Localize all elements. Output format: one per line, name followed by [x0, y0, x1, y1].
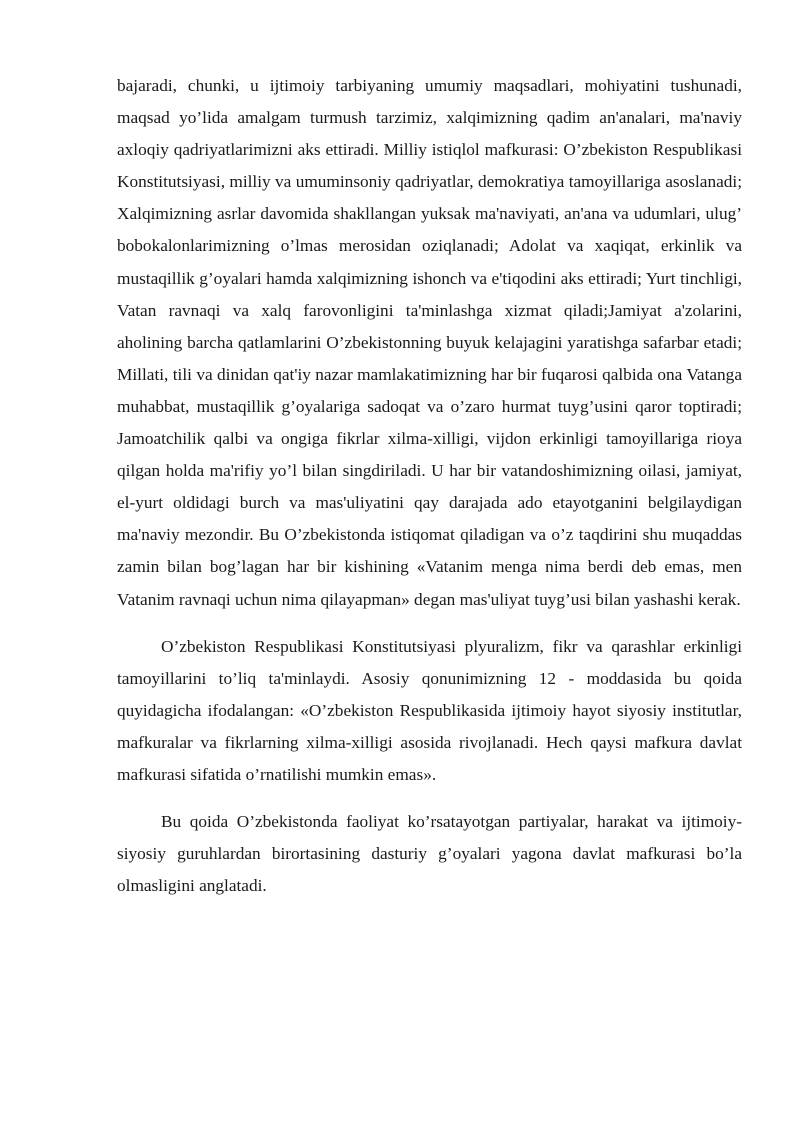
paragraph-constitution: O’zbekiston Respublikasi Konstitutsiyasi plyuralizm, fikr va qarashlar erkinligi tamoyillarini to’liq ta'minlaydi. Asosiy qonunimizning 12 - moddasida bu qoida quyidagicha ifodalangan: «O’zbekiston Respublikasida ijtimoiy hayot siyosiy institutlar, mafkuralar va fikrlarning xilma-xilligi asosida rivojlanadi. Hech qaysi mafkura davlat mafkurasi sifatida o’rnatilishi mumkin emas».	[117, 636, 742, 784]
paragraph-continuation: bajaradi, chunki, u ijtimoiy tarbiyaning umumiy maqsadlari, mohiyatini tushunadi, maqsad yo’lida amalgam turmush tarzimiz, xalqimizning qadim an'analari, ma'naviy axloqiy qadriyatlarimizni aks ettiradi. Milliy istiqlol mafkurasi: O’zbekiston Respublikasi Konstitutsiyasi, milliy va umuminsoniy qadriyatlar, demokratiya tamoyillariga asoslanadi; Xalqimizning asrlar davomida shakllangan yuksak ma'naviyati, an'ana va udumlari, ulug’ bobokalonlarimizning o’lmas merosidan oziqlanadi; Adolat va xaqiqat, erkinlik va mustaqillik g’oyalari hamda xalqimizning ishonch va e'tiqodini aks ettiradi; Yurt tinchligi, Vatan ravnaqi va xalq farovonligini ta'minlashga xizmat qiladi;Jamiyat a'zolarini, aholining barcha qatlamlarini O’zbekistonning buyuk kelajagini yaratishga safarbar etadi; Millati, tili va dinidan qat'iy nazar mamlakatimizning har bir fuqarosi qalbida ona Vatanga muhabbat, mustaqillik g’oyalariga sadoqat va o’zaro hurmat tuyg’usini qaror toptiradi; Jamoatchilik qalbi va ongiga fikrlar xilma-xilligi, vijdon erkinligi tamoyillariga rioya qilgan holda ma'rifiy yo’l bilan singdiriladi. U har bir vatandoshimizning oilasi, jamiyat, el-yurt oldidagi burch va mas'uliyatini qay darajada ado etayotganini belgilaydigan ma'naviy mezondir. Bu O’zbekistonda istiqomat qiladigan va o’z taqdirini shu muqaddas zamin bilan bog’lagan har bir kishining «Vatanim menga nima berdi deb emas, men Vatanim ravnaqi uchun nima qilayapman» degan mas'uliyat tuyg’usi bilan yashashi kerak.	[117, 76, 742, 609]
document-page	[117, 70, 742, 902]
paragraph-rule-meaning: Bu qoida O’zbekistonda faoliyat ko’rsatayotgan partiyalar, harakat va ijtimoiy-siyosiy guruhlardan birortasining dasturiy g’oyalari yagona davlat mafkurasi bo’la olmasligini anglatadi.	[117, 812, 742, 896]
